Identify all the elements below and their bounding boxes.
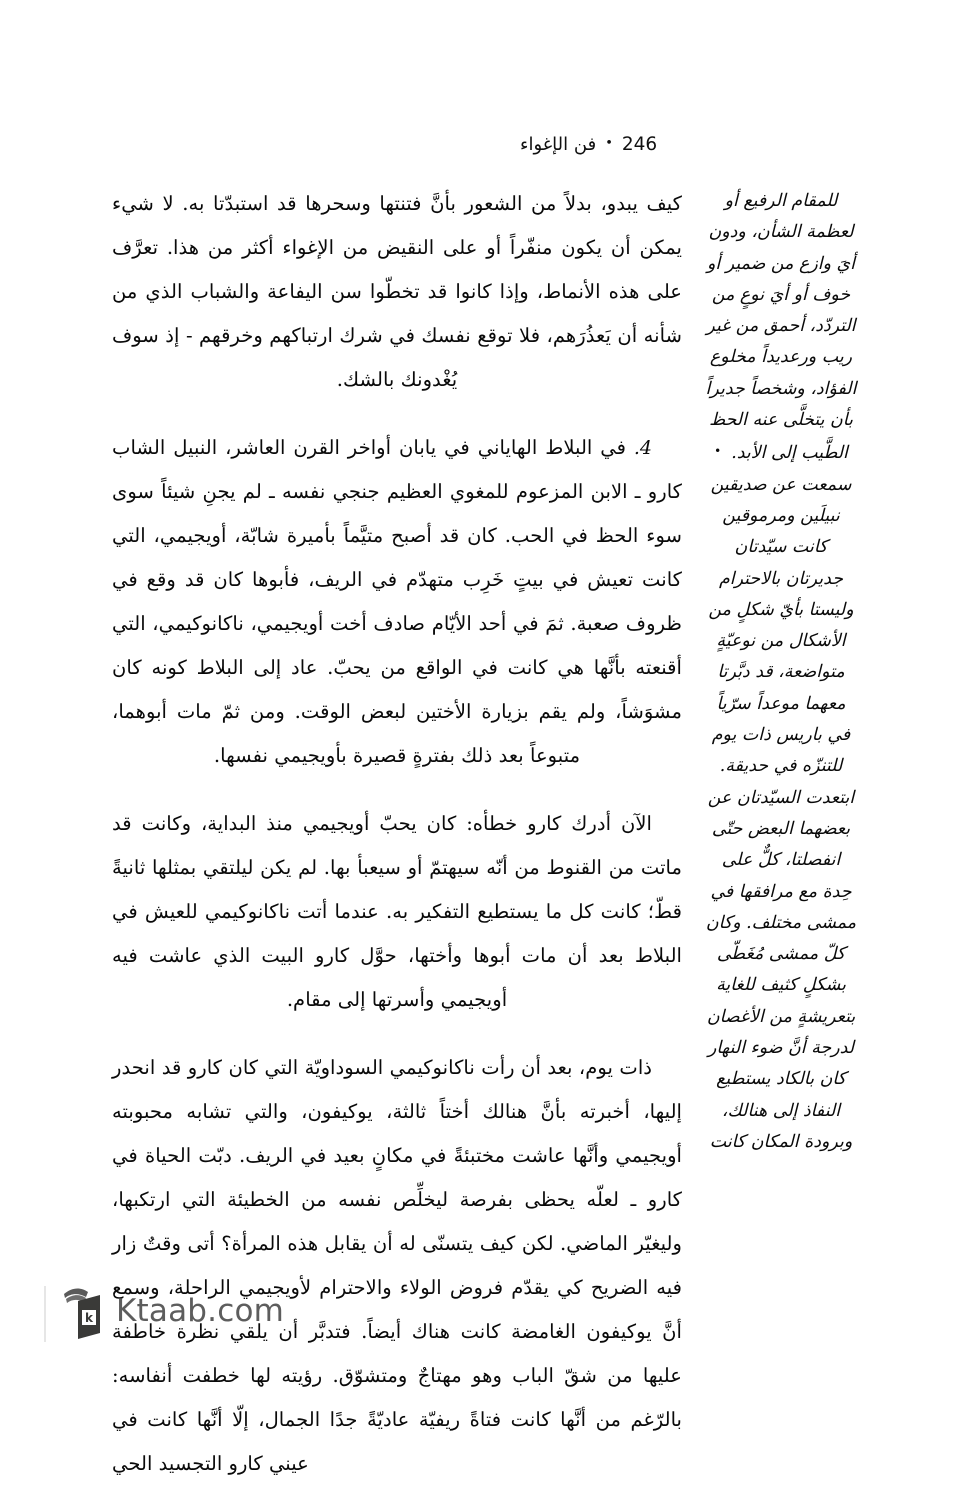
- svg-text:k: k: [85, 1311, 93, 1325]
- paragraph-3: الآن أدرك كارو خطأه: كان يحبّ أويجيمي منذ البداية، وكانت قد ماتت من القنوط من أنّه سيهتمّ أو سيعبأ بها. لم يكن ليلتقي بمثلها ثانيةً قطّ؛ كانت كل ما يستطيع التفكير به. عندما أتت ناكانوكيمي للعيش في البلاط بعد أن مات أبوها وأختها، حوَّل كارو البيت الذي عاشت فيه أويجيمي وأسرتها إلى مقام.: [112, 812, 682, 1011]
- margin-note-1-text: للمقام الرفيع أو لعظمة الشأن، ودون أيَ وازع من ضمير أو خوف أو أيَ نوعٍ من التردّد، أحمق من غير ريب ورعديداً مخلوع الفؤاد، وشخصاً جديراً بأن يتخلَّى عنه الحظ الطَّيب إلى الأبد.: [705, 191, 857, 464]
- margin-note-1: [705, 186, 857, 470]
- paragraph-4: ذات يوم، بعد أن رأت ناكانوكيمي السوداويّة التي كان كارو قد انحدر إليها، أخبرته بأنَّ هنالك أختاً ثالثة، يوكيفون، والتي تشابه محبوبته أويجيمي وأنَّها عاشت مختبئةً في مكانٍ بعيد في الريف. دبّت الحياة في كارو ـ لعلّه يحظى بفرصة ليخلِّص نفسه من الخطيئة التي ارتكبها، وليغيّر الماضي. لكن كيف يتسنّى له أن يقابل هذه المرأة؟ أتى وقتٌ زار فيه الضريح كي يقدّم فروض الولاء والاحترام لأويجيمي الراحلة، وسمع أنَّ يوكيفون الغامضة كانت هناك أيضاً. فتدبَّر أن يلقي نظرة خاطفة عليها من شقّ الباب وهو مهتاجٌ ومتشوّق. رؤيته لها خطفت أنفاسه: بالرّغم من أنَّها كانت فتاةً ريفيّة عاديّةً جدًا الجمال، إلّا أنَّها كانت في عيني كارو التجسيد الحي: [112, 1056, 682, 1475]
- paragraph-1: كيف يبدو، بدلاً من الشعور بأنَّ فتنتها وسحرها قد استبدّتا به. لا شيء يمكن أن يكون منفّراً أو على النقيض من الإغواء أكثر من هذا. تعرَّف على هذه الأنماط، وإذا كانوا قد تخطّوا سن اليفاعة والشباب الذي من شأنه أن يَعذُرَهم، فلا توقع نفسك في شرك ارتباكهم وخرقهم - إذ سوف يُغْدونك بالشك.: [112, 192, 682, 391]
- watermark: [62, 1282, 284, 1344]
- book-title: فن الإغواء: [520, 134, 597, 155]
- margin-note-column: [705, 186, 857, 1158]
- page-number: 246: [621, 134, 658, 155]
- watermark-text: Ktaab.com: [116, 1293, 285, 1329]
- paragraph-2-text: في البلاط الهاياني في يابان أواخر القرن العاشر، النبيل الشاب كارو ـ الابن المزعوم للمغوي العظيم جنجي نفسه ـ لم يجنِ شيئاً سوى سوء الحظ في الحب. كان قد أصبح متيَّماً بأميرة شابّة، أويجيمي، التي كانت تعيش في بيتٍ خَرِب متهدّم في الريف، فأبوها كان قد وقع في ظروف صعبة. ثمَ في أحد الأيّام صادف أخت أويجيمي، ناكانوكيمي، التي أقنعته بأنَّها هي كانت في الواقع من يحبّ. عاد إلى البلاط كونه كان مشوَشاً، ولم يقم بزيارة الأختين لبعض الوقت. ومن ثمّ مات أبوهما، متبوعاً بعد ذلك بفترةٍ قصيرة بأويجيمي نفسها.: [112, 436, 682, 767]
- page-spine-line: [44, 1286, 46, 1342]
- list-number-marker: 4.: [633, 437, 652, 459]
- margin-note-2: سمعت عن صديقين نبيلَين ومرموقين كانت سيّدتان جديرتان بالاحترام وليستا بأيّ شكلٍ من الأشكال من نوعيّةٍ متواضعة، قد دبَّرتا معهما موعداً سرّياً في باريس ذات يوم للتنزّه في حديقة. ابتعدت السيّدتان عن بعضهما البعض حتّى انفصلتا، كلٌّ على حِدة مع مرافقها في ممشى مختلف. وكان كلّ ممشى مُغَطّى بشكلٍ كثيف للغاية بتعريشةٍ من الأغصان لدرجة أنَّ ضوء النهار كان بالكاد يستطيع النفاذ إلى هنالك، وبرودة المكان كانت: [705, 474, 857, 1152]
- margin-note-end-dot: •: [714, 444, 722, 459]
- header-separator-dot: •: [605, 136, 613, 151]
- paragraph-2: [112, 426, 682, 778]
- open-book-icon: [62, 1285, 106, 1341]
- running-head: [520, 136, 840, 155]
